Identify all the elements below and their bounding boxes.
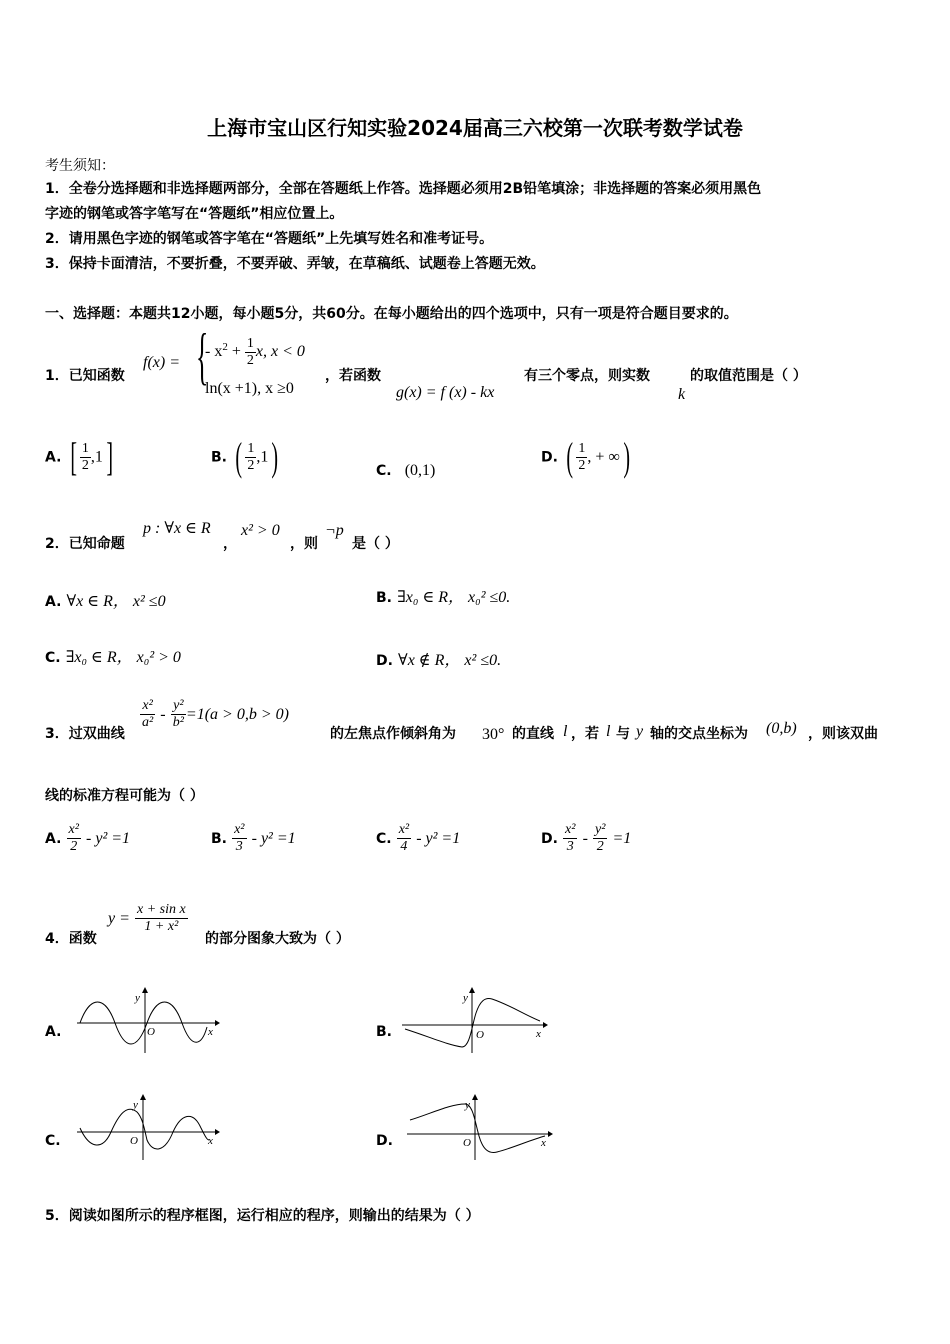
- origin-label: O: [130, 1135, 138, 1147]
- x-axis-arrow: [548, 1131, 553, 1137]
- q4-graph-a[interactable]: [75, 985, 220, 1055]
- q3-mid-3: ，若: [571, 726, 599, 742]
- x-label: x: [536, 1028, 541, 1040]
- q4-option-c-label[interactable]: C.: [45, 1133, 61, 1149]
- x-axis-arrow: [215, 1129, 220, 1135]
- q4-end: 的部分图象大致为（ ）: [205, 931, 350, 947]
- q1-mid: ，若函数: [325, 368, 381, 384]
- q3-equation: $\frac{\text{x²}}{\text{a²}}$ - $\frac{\text{y²}}{\text{b²}}$ =1(a > 0,b > 0): [142, 698, 289, 730]
- q2-prefix: 2．已知命题: [45, 536, 125, 552]
- q3-mid-4: 与: [616, 726, 630, 742]
- x-label: x: [208, 1135, 213, 1147]
- q3-mid-6: ，则该双曲: [808, 726, 878, 742]
- q3-option-d[interactable]: D. $\frac{\text{x²}}{3}$ - $\frac{\text{y²}}{2}$ =1: [541, 822, 632, 854]
- x-axis-arrow: [543, 1022, 548, 1028]
- y-axis-arrow: [142, 987, 148, 993]
- q3-mid-2: 的直线: [512, 726, 554, 742]
- curve: [410, 1104, 545, 1152]
- q1-case-1: - $x^2$ + $\frac{1}{2}$ x, x < 0: [205, 336, 305, 368]
- q3-mid-1: 的左焦点作倾斜角为: [330, 726, 456, 742]
- q1-option-a[interactable]: A. [ $\frac{1}{2}$ ,1]: [45, 434, 113, 479]
- origin-label: O: [147, 1026, 155, 1038]
- notice-item-3: 3．保持卡面清洁，不要折叠，不要弄破、弄皱，在草稿纸、试题卷上答题无效。: [45, 256, 545, 272]
- q1-case-2: ln(x +1), x ≥0: [205, 380, 294, 397]
- q2-then: ，则: [290, 536, 318, 552]
- q5-text: 5．阅读如图所示的程序框图，运行相应的程序，则输出的结果为（ ）: [45, 1208, 480, 1224]
- notice-item-1-cont: 字迹的钢笔或答字笔写在“答题纸”相应位置上。: [45, 206, 344, 222]
- y-label: y: [465, 1099, 470, 1111]
- origin-label: O: [476, 1029, 484, 1041]
- q3-option-b[interactable]: B. $\frac{\text{x²}}{3}$ - y² =1: [211, 822, 296, 854]
- curve: [80, 1109, 209, 1149]
- q3-l-2: l: [606, 723, 611, 740]
- q3-line-2: 线的标准方程可能为（ ）: [45, 788, 204, 804]
- notice-item-2: 2．请用黑色字迹的钢笔或答字笔在“答题纸”上先填写姓名和准考证号。: [45, 231, 494, 247]
- q1-option-b[interactable]: B. ( $\frac{1}{2}$ ,1): [211, 434, 279, 479]
- q3-mid-5: 轴的交点坐标为: [650, 726, 748, 742]
- y-axis-arrow: [469, 987, 475, 993]
- y-label: y: [135, 992, 140, 1004]
- q1-option-c[interactable]: C. (0,1): [376, 462, 436, 479]
- q3-prefix: 3．过双曲线: [45, 726, 125, 742]
- q1-option-d[interactable]: D. ( $\frac{1}{2}$ , + ∞): [541, 434, 630, 479]
- q4-graph-b[interactable]: [400, 985, 550, 1055]
- q2-end: 是（ ）: [352, 536, 399, 552]
- q2-option-d[interactable]: D. ∀x ∉ R， x² ≤0.: [376, 652, 502, 669]
- q2-comma: ，: [223, 536, 237, 552]
- q2-notp: ¬p: [325, 522, 344, 539]
- q3-y: y: [636, 723, 644, 740]
- q1-tail: 有三个零点，则实数: [524, 368, 650, 384]
- q3-option-a[interactable]: A. $\frac{\text{x²}}{2}$ - y² =1: [45, 822, 131, 854]
- q3-option-c[interactable]: C. $\frac{\text{x²}}{4}$ - y² =1: [376, 822, 461, 854]
- q2-option-a[interactable]: A. ∀x ∈ R， x² ≤0: [45, 593, 166, 610]
- page-title: 上海市宝山区行知实验2024届高三六校第一次联考数学试卷: [207, 116, 743, 140]
- q4-graph-c[interactable]: [75, 1092, 220, 1162]
- y-label: y: [463, 992, 468, 1004]
- q4-option-d-label[interactable]: D.: [376, 1133, 393, 1149]
- section-heading: 一、选择题：本题共12小题，每小题5分，共60分。在每小题给出的四个选项中，只有一项是符合题目要求的。: [45, 306, 738, 322]
- q1-gx: g(x) = f (x) - kx: [396, 384, 495, 401]
- y-label: y: [133, 1099, 138, 1111]
- q2-option-b[interactable]: B. ∃x₀ ∈ R， x₀² ≤0.: [376, 589, 511, 606]
- notice-heading: 考生须知：: [45, 158, 115, 174]
- y-axis-arrow: [140, 1094, 146, 1100]
- q1-k: k: [678, 386, 686, 403]
- notice-item-1: 1．全卷分选择题和非选择题两部分，全部在答题纸上作答。选择题必须用2B铅笔填涂；非选择题的答案必须用黑色: [45, 181, 762, 197]
- q2-cond: x² > 0: [241, 522, 280, 539]
- q4-option-b-label[interactable]: B.: [376, 1024, 392, 1040]
- q2-p: p : ∀x ∈ R: [143, 520, 211, 537]
- q4-function: y = $\frac{\text{x + sin x}}{\text{1 + x²}}$: [108, 902, 186, 934]
- q3-angle: 30°: [482, 726, 505, 743]
- q1-brace: {: [196, 320, 209, 391]
- y-axis-arrow: [472, 1094, 478, 1100]
- origin-label: O: [463, 1137, 471, 1149]
- q2-option-c[interactable]: C. ∃x₀ ∈ R， x₀² > 0: [45, 649, 181, 666]
- x-axis-arrow: [215, 1020, 220, 1026]
- x-label: x: [208, 1026, 213, 1038]
- q4-graph-d[interactable]: [405, 1092, 555, 1162]
- q1-fx: f(x) =: [143, 354, 180, 371]
- q3-point: (0,b): [766, 720, 797, 737]
- q1-end: 的取值范围是（ ）: [690, 368, 807, 384]
- q4-prefix: 4．函数: [45, 931, 97, 947]
- q3-l-1: l: [563, 723, 568, 740]
- x-label: x: [541, 1137, 546, 1149]
- q1-prefix: 1．已知函数: [45, 368, 125, 384]
- q4-option-a-label[interactable]: A.: [45, 1024, 62, 1040]
